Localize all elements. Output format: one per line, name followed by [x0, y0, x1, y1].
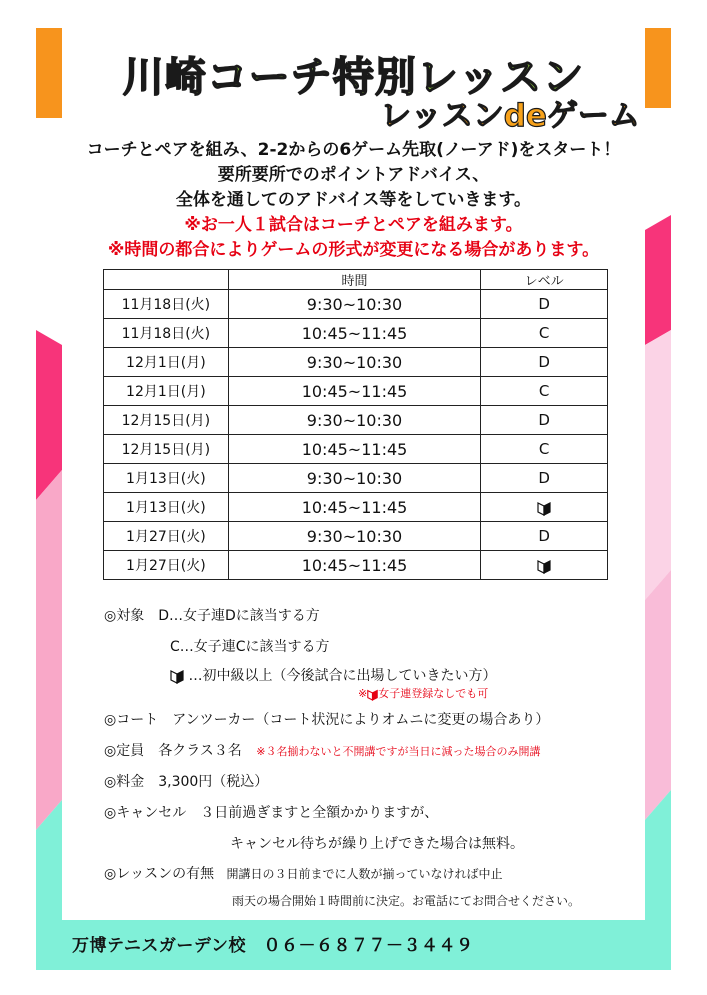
cell-time: 9:30~10:30 [228, 290, 481, 319]
intro-line-3: 全体を通してのアドバイス等をしていきます。 [175, 190, 532, 210]
cell-level: D [481, 406, 608, 435]
table-header-row [104, 270, 608, 290]
table-row [104, 290, 608, 319]
cell-time: 10:45~11:45 [228, 435, 481, 464]
table-row [104, 522, 608, 551]
intro-line-1: コーチとペアを組み、2-2からの6ゲーム先取(ノーアド)をスタート！ [86, 140, 621, 160]
cancel-info-2: キャンセル待ちが繰り上げできた場合は無料。 [230, 836, 524, 852]
cell-date: 1月27日(火) [104, 522, 229, 551]
cell-time: 10:45~11:45 [228, 493, 481, 522]
target-c: C…女子連Cに該当する方 [170, 639, 330, 655]
table-row [104, 435, 608, 464]
target-mark-text: …初中級以上（今後試合に出場していきたい方） [188, 668, 497, 684]
cell-time: 9:30~10:30 [228, 464, 481, 493]
cell-level [481, 493, 608, 522]
header-time: 時間 [228, 270, 481, 290]
beginner-mark-icon [537, 500, 551, 516]
header-level: レベル [481, 270, 608, 290]
target-d: ◎対象 D…女子連Dに該当する方 [104, 608, 320, 624]
cell-time: 9:30~10:30 [228, 348, 481, 377]
held-text: 開講日の３日前までに人数が揃っていなければ中止 [226, 867, 503, 881]
cell-date: 1月13日(火) [104, 464, 229, 493]
cell-date: 12月1日(月) [104, 348, 229, 377]
cell-date: 11月18日(火) [104, 319, 229, 348]
cell-level: D [481, 290, 608, 319]
cell-time: 10:45~11:45 [228, 551, 481, 580]
table-row [104, 406, 608, 435]
cell-level: D [481, 348, 608, 377]
schedule-table [103, 269, 608, 580]
cell-time: 10:45~11:45 [228, 377, 481, 406]
cell-date: 1月13日(火) [104, 493, 229, 522]
cell-time: 9:30~10:30 [228, 406, 481, 435]
note-red-1: ※お一人１試合はコーチとペアを組みます。 [184, 215, 523, 235]
beginner-mark-icon [537, 558, 551, 574]
held-info [104, 863, 503, 883]
cell-date: 12月15日(月) [104, 435, 229, 464]
cell-date: 11月18日(火) [104, 290, 229, 319]
cell-level: D [481, 522, 608, 551]
target-note [358, 685, 488, 701]
page-title: 川崎コーチ特別レッスン [122, 53, 585, 101]
court-info: ◎コート アンツーカー（コート状況によりオムニに変更の場合あり） [104, 712, 550, 728]
cell-date: 12月15日(月) [104, 406, 229, 435]
held-info-2: 雨天の場合開始１時間前に決定。お電話にてお問合せください。 [232, 894, 581, 908]
cell-level: C [481, 377, 608, 406]
cell-level: D [481, 464, 608, 493]
target-note-text: 女子連登録なしでも可 [378, 687, 489, 700]
school-contact: 万博テニスガーデン校 ０６－６８７７－３４４９ [72, 936, 474, 956]
beginner-mark-icon-red [367, 688, 378, 701]
target-note-prefix: ※ [358, 687, 368, 700]
beginner-mark-icon [170, 668, 184, 684]
cell-level [481, 551, 608, 580]
cell-level: C [481, 319, 608, 348]
cell-time: 9:30~10:30 [228, 522, 481, 551]
note-red-2: ※時間の都合によりゲームの形式が変更になる場合があります。 [107, 240, 600, 260]
target-mark-line [170, 665, 496, 685]
cell-time: 10:45~11:45 [228, 319, 481, 348]
table-row [104, 319, 608, 348]
table-row [104, 464, 608, 493]
intro-line-2: 要所要所でのポイントアドバイス、 [217, 165, 490, 185]
capacity-info [104, 740, 540, 760]
table-row [104, 551, 608, 580]
page-subtitle: レッスンdeゲーム [380, 98, 640, 134]
cell-date: 12月1日(月) [104, 377, 229, 406]
table-row [104, 377, 608, 406]
table-row [104, 348, 608, 377]
held-label: ◎レッスンの有無 [104, 866, 215, 882]
cell-date: 1月27日(火) [104, 551, 229, 580]
table-row [104, 493, 608, 522]
cell-level: C [481, 435, 608, 464]
cancel-info: ◎キャンセル ３日前過ぎますと全額かかりますが、 [104, 805, 439, 821]
fee-info: ◎料金 3,300円（税込） [104, 774, 269, 790]
header-date [104, 270, 229, 290]
capacity-note: ※３名揃わないと不開講ですが当日に減った場合のみ開講 [256, 745, 541, 758]
capacity-text: ◎定員 各クラス３名 [104, 743, 242, 759]
